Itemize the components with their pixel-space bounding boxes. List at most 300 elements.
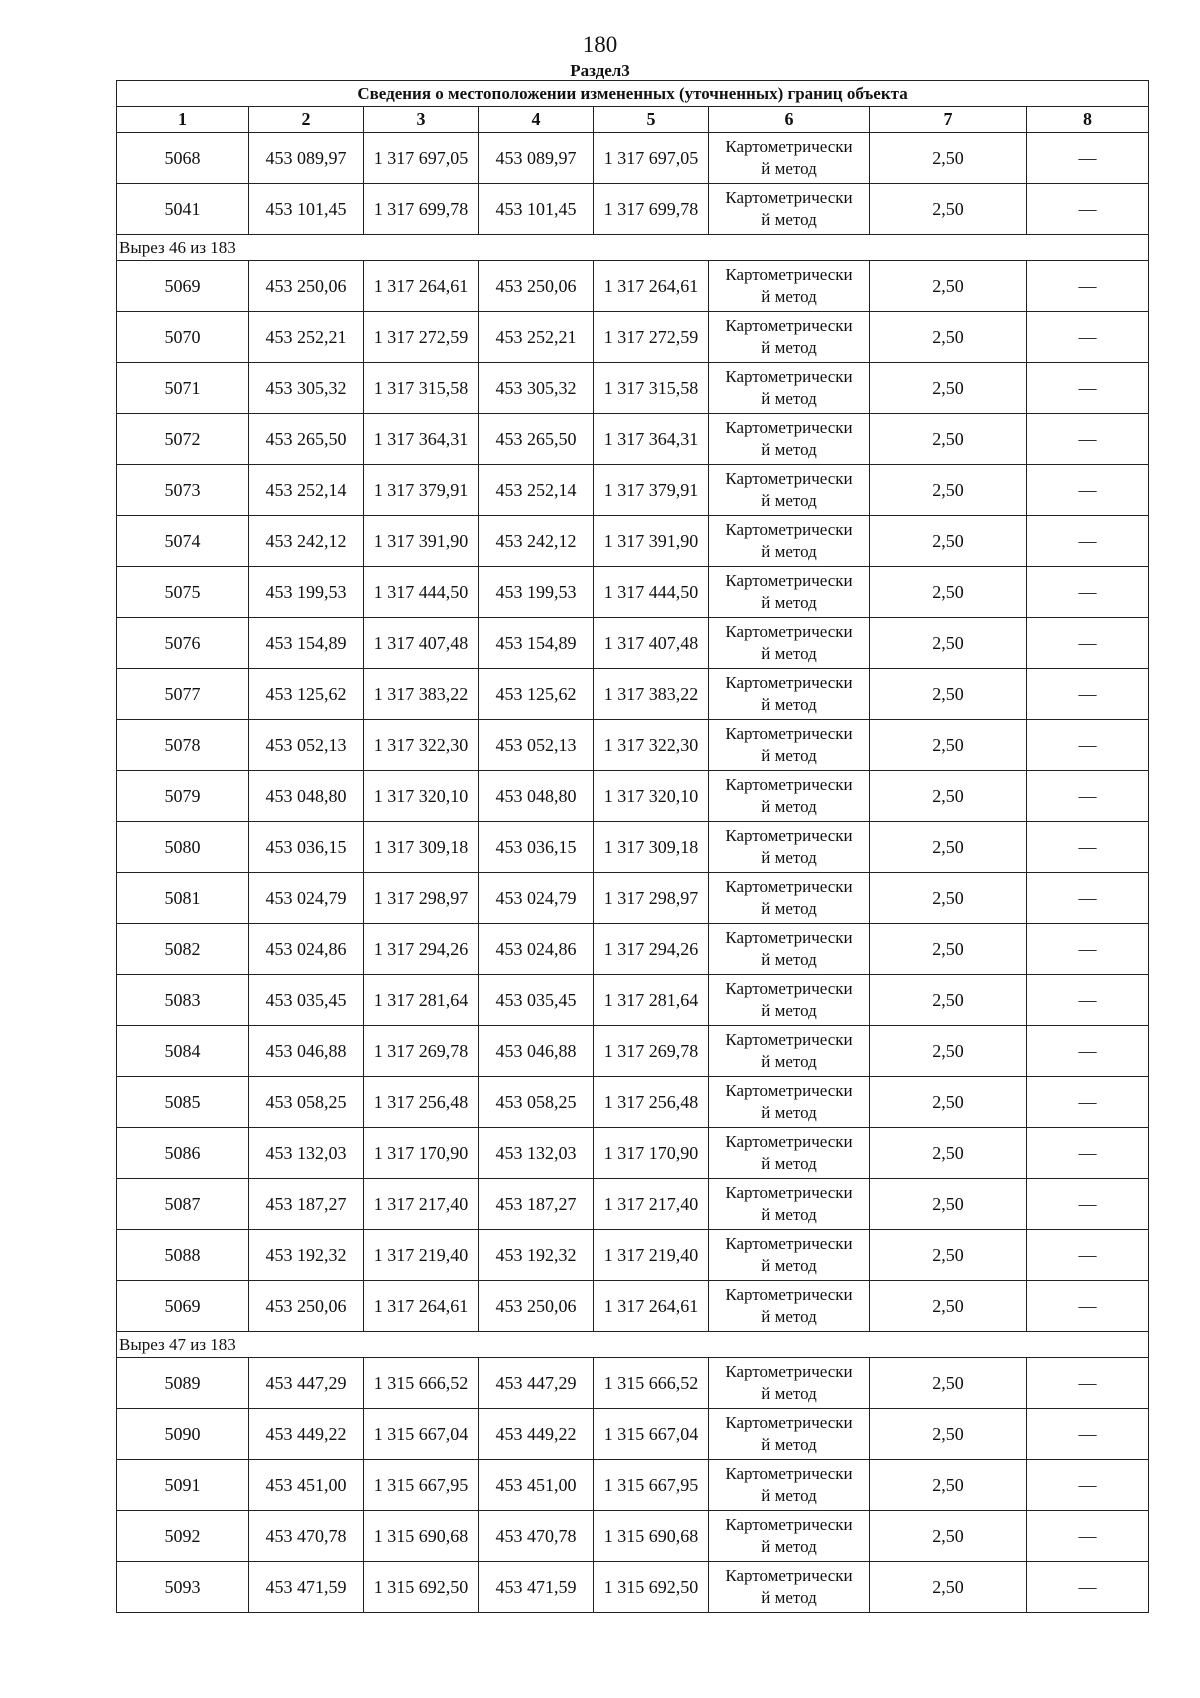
method-text-line: й метод bbox=[761, 440, 817, 459]
method-cell bbox=[709, 567, 870, 618]
x-existing-cell: 453 024,86 bbox=[249, 924, 364, 975]
point-number-cell: 5081 bbox=[117, 873, 249, 924]
x-existing-cell: 453 305,32 bbox=[249, 363, 364, 414]
method-text-line: Картометрически bbox=[725, 928, 853, 947]
table-row bbox=[117, 1230, 1149, 1281]
method-text-line: Картометрически bbox=[725, 418, 853, 437]
x-new-cell: 453 058,25 bbox=[479, 1077, 594, 1128]
point-number-cell: 5093 bbox=[117, 1562, 249, 1613]
y-new-cell: 1 317 320,10 bbox=[594, 771, 709, 822]
table-row bbox=[117, 1511, 1149, 1562]
x-new-cell: 453 125,62 bbox=[479, 669, 594, 720]
point-number-cell: 5076 bbox=[117, 618, 249, 669]
point-number-cell: 5078 bbox=[117, 720, 249, 771]
y-new-cell: 1 317 315,58 bbox=[594, 363, 709, 414]
table-row bbox=[117, 720, 1149, 771]
method-text-line: й метод bbox=[761, 338, 817, 357]
y-new-cell: 1 317 699,78 bbox=[594, 184, 709, 235]
y-new-cell: 1 315 666,52 bbox=[594, 1358, 709, 1409]
x-new-cell: 453 250,06 bbox=[479, 261, 594, 312]
note-cell: — bbox=[1027, 924, 1149, 975]
point-number-cell: 5086 bbox=[117, 1128, 249, 1179]
method-text-line: й метод bbox=[761, 1307, 817, 1326]
note-cell: — bbox=[1027, 184, 1149, 235]
method-cell bbox=[709, 720, 870, 771]
accuracy-cell: 2,50 bbox=[870, 1511, 1027, 1562]
x-new-cell: 453 154,89 bbox=[479, 618, 594, 669]
method-cell bbox=[709, 312, 870, 363]
method-text-line: й метод bbox=[761, 287, 817, 306]
accuracy-cell: 2,50 bbox=[870, 516, 1027, 567]
y-existing-cell: 1 315 692,50 bbox=[364, 1562, 479, 1613]
y-new-cell: 1 315 667,95 bbox=[594, 1460, 709, 1511]
method-text-line: й метод bbox=[761, 950, 817, 969]
method-cell bbox=[709, 1511, 870, 1562]
table-row bbox=[117, 516, 1149, 567]
x-new-cell: 453 447,29 bbox=[479, 1358, 594, 1409]
method-cell bbox=[709, 1460, 870, 1511]
column-number-row bbox=[117, 107, 1149, 133]
y-existing-cell: 1 317 391,90 bbox=[364, 516, 479, 567]
cut-header-row bbox=[117, 235, 1149, 261]
note-cell: — bbox=[1027, 1511, 1149, 1562]
x-existing-cell: 453 048,80 bbox=[249, 771, 364, 822]
y-existing-cell: 1 317 407,48 bbox=[364, 618, 479, 669]
x-existing-cell: 453 089,97 bbox=[249, 133, 364, 184]
point-number-cell: 5041 bbox=[117, 184, 249, 235]
method-text-line: й метод bbox=[761, 159, 817, 178]
x-new-cell: 453 451,00 bbox=[479, 1460, 594, 1511]
method-text-line: Картометрически bbox=[725, 1030, 853, 1049]
x-new-cell: 453 470,78 bbox=[479, 1511, 594, 1562]
x-existing-cell: 453 035,45 bbox=[249, 975, 364, 1026]
table-row bbox=[117, 133, 1149, 184]
table-row bbox=[117, 184, 1149, 235]
table-title: Сведения о местоположении измененных (уточненных) границ объекта bbox=[117, 81, 1149, 107]
method-cell bbox=[709, 822, 870, 873]
table-title-row bbox=[117, 81, 1149, 107]
method-cell bbox=[709, 414, 870, 465]
x-new-cell: 453 036,15 bbox=[479, 822, 594, 873]
table-row bbox=[117, 669, 1149, 720]
method-text-line: й метод bbox=[761, 542, 817, 561]
method-text-line: й метод bbox=[761, 1001, 817, 1020]
method-text-line: й метод bbox=[761, 1154, 817, 1173]
y-existing-cell: 1 317 217,40 bbox=[364, 1179, 479, 1230]
table-row bbox=[117, 822, 1149, 873]
point-number-cell: 5075 bbox=[117, 567, 249, 618]
method-text-line: й метод bbox=[761, 1103, 817, 1122]
accuracy-cell: 2,50 bbox=[870, 1077, 1027, 1128]
accuracy-cell: 2,50 bbox=[870, 1026, 1027, 1077]
y-new-cell: 1 315 667,04 bbox=[594, 1409, 709, 1460]
column-number: 7 bbox=[870, 107, 1027, 133]
note-cell: — bbox=[1027, 873, 1149, 924]
note-cell: — bbox=[1027, 1026, 1149, 1077]
y-existing-cell: 1 317 309,18 bbox=[364, 822, 479, 873]
column-number: 6 bbox=[709, 107, 870, 133]
accuracy-cell: 2,50 bbox=[870, 414, 1027, 465]
table-row bbox=[117, 363, 1149, 414]
y-new-cell: 1 317 444,50 bbox=[594, 567, 709, 618]
cut-label: Вырез 47 из 183 bbox=[117, 1332, 1149, 1358]
y-new-cell: 1 317 322,30 bbox=[594, 720, 709, 771]
method-cell bbox=[709, 363, 870, 414]
accuracy-cell: 2,50 bbox=[870, 1128, 1027, 1179]
x-new-cell: 453 132,03 bbox=[479, 1128, 594, 1179]
x-new-cell: 453 250,06 bbox=[479, 1281, 594, 1332]
method-text-line: Картометрически bbox=[725, 1413, 853, 1432]
y-existing-cell: 1 317 315,58 bbox=[364, 363, 479, 414]
table-row bbox=[117, 1179, 1149, 1230]
x-existing-cell: 453 199,53 bbox=[249, 567, 364, 618]
method-text-line: Картометрически bbox=[725, 775, 853, 794]
note-cell: — bbox=[1027, 720, 1149, 771]
note-cell: — bbox=[1027, 1358, 1149, 1409]
accuracy-cell: 2,50 bbox=[870, 363, 1027, 414]
x-new-cell: 453 199,53 bbox=[479, 567, 594, 618]
y-new-cell: 1 315 692,50 bbox=[594, 1562, 709, 1613]
x-existing-cell: 453 125,62 bbox=[249, 669, 364, 720]
method-text-line: Картометрически bbox=[725, 520, 853, 539]
y-existing-cell: 1 317 219,40 bbox=[364, 1230, 479, 1281]
x-existing-cell: 453 265,50 bbox=[249, 414, 364, 465]
method-cell bbox=[709, 184, 870, 235]
y-existing-cell: 1 317 379,91 bbox=[364, 465, 479, 516]
x-existing-cell: 453 252,21 bbox=[249, 312, 364, 363]
y-new-cell: 1 317 219,40 bbox=[594, 1230, 709, 1281]
note-cell: — bbox=[1027, 1562, 1149, 1613]
table-row bbox=[117, 1281, 1149, 1332]
x-new-cell: 453 252,21 bbox=[479, 312, 594, 363]
table-row bbox=[117, 414, 1149, 465]
x-new-cell: 453 305,32 bbox=[479, 363, 594, 414]
method-text-line: Картометрически bbox=[725, 979, 853, 998]
y-existing-cell: 1 317 281,64 bbox=[364, 975, 479, 1026]
method-text-line: й метод bbox=[761, 1384, 817, 1403]
x-existing-cell: 453 252,14 bbox=[249, 465, 364, 516]
accuracy-cell: 2,50 bbox=[870, 133, 1027, 184]
point-number-cell: 5089 bbox=[117, 1358, 249, 1409]
note-cell: — bbox=[1027, 312, 1149, 363]
table-row bbox=[117, 1562, 1149, 1613]
note-cell: — bbox=[1027, 669, 1149, 720]
y-existing-cell: 1 317 699,78 bbox=[364, 184, 479, 235]
y-new-cell: 1 317 217,40 bbox=[594, 1179, 709, 1230]
method-cell bbox=[709, 261, 870, 312]
note-cell: — bbox=[1027, 516, 1149, 567]
x-existing-cell: 453 101,45 bbox=[249, 184, 364, 235]
method-text-line: Картометрически bbox=[725, 1515, 853, 1534]
point-number-cell: 5082 bbox=[117, 924, 249, 975]
table-row bbox=[117, 1409, 1149, 1460]
method-text-line: й метод bbox=[761, 1052, 817, 1071]
x-new-cell: 453 252,14 bbox=[479, 465, 594, 516]
x-existing-cell: 453 470,78 bbox=[249, 1511, 364, 1562]
method-cell bbox=[709, 1358, 870, 1409]
method-cell bbox=[709, 1562, 870, 1613]
y-new-cell: 1 317 272,59 bbox=[594, 312, 709, 363]
method-cell bbox=[709, 1179, 870, 1230]
method-text-line: Картометрически bbox=[725, 1362, 853, 1381]
table-row bbox=[117, 873, 1149, 924]
y-new-cell: 1 317 264,61 bbox=[594, 261, 709, 312]
x-new-cell: 453 471,59 bbox=[479, 1562, 594, 1613]
table-row bbox=[117, 1358, 1149, 1409]
y-existing-cell: 1 317 264,61 bbox=[364, 261, 479, 312]
note-cell: — bbox=[1027, 1460, 1149, 1511]
x-existing-cell: 453 242,12 bbox=[249, 516, 364, 567]
x-existing-cell: 453 449,22 bbox=[249, 1409, 364, 1460]
method-text-line: Картометрически bbox=[725, 673, 853, 692]
y-new-cell: 1 317 309,18 bbox=[594, 822, 709, 873]
column-number: 3 bbox=[364, 107, 479, 133]
method-text-line: й метод bbox=[761, 1435, 817, 1454]
method-text-line: Картометрически bbox=[725, 571, 853, 590]
table-row bbox=[117, 465, 1149, 516]
x-existing-cell: 453 154,89 bbox=[249, 618, 364, 669]
y-new-cell: 1 317 281,64 bbox=[594, 975, 709, 1026]
point-number-cell: 5079 bbox=[117, 771, 249, 822]
note-cell: — bbox=[1027, 133, 1149, 184]
note-cell: — bbox=[1027, 567, 1149, 618]
method-text-line: Картометрически bbox=[725, 265, 853, 284]
accuracy-cell: 2,50 bbox=[870, 1179, 1027, 1230]
method-text-line: Картометрически bbox=[725, 469, 853, 488]
y-existing-cell: 1 317 364,31 bbox=[364, 414, 479, 465]
method-text-line: Картометрически bbox=[725, 1464, 853, 1483]
method-cell bbox=[709, 771, 870, 822]
x-new-cell: 453 052,13 bbox=[479, 720, 594, 771]
y-existing-cell: 1 315 690,68 bbox=[364, 1511, 479, 1562]
accuracy-cell: 2,50 bbox=[870, 312, 1027, 363]
page-number: 180 bbox=[582, 32, 618, 57]
point-number-cell: 5074 bbox=[117, 516, 249, 567]
table-body bbox=[117, 81, 1149, 1613]
method-text-line: Картометрически bbox=[725, 724, 853, 743]
method-text-line: й метод bbox=[761, 491, 817, 510]
method-text-line: Картометрически bbox=[725, 137, 853, 156]
y-new-cell: 1 317 379,91 bbox=[594, 465, 709, 516]
x-new-cell: 453 187,27 bbox=[479, 1179, 594, 1230]
method-cell bbox=[709, 516, 870, 567]
note-cell: — bbox=[1027, 414, 1149, 465]
y-existing-cell: 1 315 667,95 bbox=[364, 1460, 479, 1511]
note-cell: — bbox=[1027, 618, 1149, 669]
method-text-line: Картометрически bbox=[725, 877, 853, 896]
accuracy-cell: 2,50 bbox=[870, 822, 1027, 873]
method-text-line: й метод bbox=[761, 1486, 817, 1505]
accuracy-cell: 2,50 bbox=[870, 669, 1027, 720]
method-cell bbox=[709, 873, 870, 924]
column-number: 4 bbox=[479, 107, 594, 133]
y-new-cell: 1 317 294,26 bbox=[594, 924, 709, 975]
point-number-cell: 5087 bbox=[117, 1179, 249, 1230]
method-text-line: й метод bbox=[761, 593, 817, 612]
note-cell: — bbox=[1027, 1179, 1149, 1230]
point-number-cell: 5069 bbox=[117, 1281, 249, 1332]
accuracy-cell: 2,50 bbox=[870, 1281, 1027, 1332]
table-row bbox=[117, 261, 1149, 312]
x-new-cell: 453 048,80 bbox=[479, 771, 594, 822]
y-existing-cell: 1 317 269,78 bbox=[364, 1026, 479, 1077]
x-existing-cell: 453 024,79 bbox=[249, 873, 364, 924]
point-number-cell: 5083 bbox=[117, 975, 249, 1026]
accuracy-cell: 2,50 bbox=[870, 771, 1027, 822]
point-number-cell: 5071 bbox=[117, 363, 249, 414]
method-text-line: Картометрически bbox=[725, 316, 853, 335]
point-number-cell: 5069 bbox=[117, 261, 249, 312]
method-text-line: й метод bbox=[761, 210, 817, 229]
y-existing-cell: 1 317 298,97 bbox=[364, 873, 479, 924]
method-cell bbox=[709, 1230, 870, 1281]
note-cell: — bbox=[1027, 771, 1149, 822]
y-new-cell: 1 317 170,90 bbox=[594, 1128, 709, 1179]
accuracy-cell: 2,50 bbox=[870, 720, 1027, 771]
x-new-cell: 453 035,45 bbox=[479, 975, 594, 1026]
x-existing-cell: 453 250,06 bbox=[249, 1281, 364, 1332]
boundary-table bbox=[116, 80, 1149, 1613]
method-text-line: й метод bbox=[761, 848, 817, 867]
method-cell bbox=[709, 1281, 870, 1332]
table-row bbox=[117, 975, 1149, 1026]
point-number-cell: 5091 bbox=[117, 1460, 249, 1511]
point-number-cell: 5088 bbox=[117, 1230, 249, 1281]
y-new-cell: 1 315 690,68 bbox=[594, 1511, 709, 1562]
accuracy-cell: 2,50 bbox=[870, 1230, 1027, 1281]
method-cell bbox=[709, 924, 870, 975]
x-new-cell: 453 046,88 bbox=[479, 1026, 594, 1077]
x-new-cell: 453 101,45 bbox=[479, 184, 594, 235]
method-cell bbox=[709, 618, 870, 669]
y-new-cell: 1 317 383,22 bbox=[594, 669, 709, 720]
y-existing-cell: 1 317 264,61 bbox=[364, 1281, 479, 1332]
note-cell: — bbox=[1027, 1077, 1149, 1128]
y-new-cell: 1 317 264,61 bbox=[594, 1281, 709, 1332]
point-number-cell: 5084 bbox=[117, 1026, 249, 1077]
point-number-cell: 5072 bbox=[117, 414, 249, 465]
y-existing-cell: 1 317 294,26 bbox=[364, 924, 479, 975]
x-existing-cell: 453 447,29 bbox=[249, 1358, 364, 1409]
method-text-line: Картометрически bbox=[725, 188, 853, 207]
accuracy-cell: 2,50 bbox=[870, 1562, 1027, 1613]
x-new-cell: 453 242,12 bbox=[479, 516, 594, 567]
x-existing-cell: 453 187,27 bbox=[249, 1179, 364, 1230]
x-new-cell: 453 265,50 bbox=[479, 414, 594, 465]
y-new-cell: 1 317 697,05 bbox=[594, 133, 709, 184]
method-cell bbox=[709, 465, 870, 516]
table-row bbox=[117, 1128, 1149, 1179]
y-existing-cell: 1 317 322,30 bbox=[364, 720, 479, 771]
column-number: 2 bbox=[249, 107, 364, 133]
y-existing-cell: 1 317 444,50 bbox=[364, 567, 479, 618]
note-cell: — bbox=[1027, 1230, 1149, 1281]
cut-header-row bbox=[117, 1332, 1149, 1358]
method-text-line: Картометрически bbox=[725, 367, 853, 386]
accuracy-cell: 2,50 bbox=[870, 184, 1027, 235]
table-row bbox=[117, 771, 1149, 822]
note-cell: — bbox=[1027, 822, 1149, 873]
point-number-cell: 5092 bbox=[117, 1511, 249, 1562]
y-existing-cell: 1 317 697,05 bbox=[364, 133, 479, 184]
accuracy-cell: 2,50 bbox=[870, 1409, 1027, 1460]
x-existing-cell: 453 052,13 bbox=[249, 720, 364, 771]
accuracy-cell: 2,50 bbox=[870, 1358, 1027, 1409]
accuracy-cell: 2,50 bbox=[870, 465, 1027, 516]
accuracy-cell: 2,50 bbox=[870, 1460, 1027, 1511]
x-new-cell: 453 192,32 bbox=[479, 1230, 594, 1281]
note-cell: — bbox=[1027, 1409, 1149, 1460]
method-cell bbox=[709, 669, 870, 720]
point-number-cell: 5080 bbox=[117, 822, 249, 873]
method-text-line: й метод bbox=[761, 389, 817, 408]
y-existing-cell: 1 317 272,59 bbox=[364, 312, 479, 363]
point-number-cell: 5085 bbox=[117, 1077, 249, 1128]
method-cell bbox=[709, 1026, 870, 1077]
method-text-line: Картометрически bbox=[725, 1081, 853, 1100]
x-existing-cell: 453 471,59 bbox=[249, 1562, 364, 1613]
point-number-cell: 5070 bbox=[117, 312, 249, 363]
method-text-line: й метод bbox=[761, 1256, 817, 1275]
method-text-line: й метод bbox=[761, 746, 817, 765]
note-cell: — bbox=[1027, 261, 1149, 312]
note-cell: — bbox=[1027, 465, 1149, 516]
x-existing-cell: 453 132,03 bbox=[249, 1128, 364, 1179]
point-number-cell: 5073 bbox=[117, 465, 249, 516]
x-existing-cell: 453 192,32 bbox=[249, 1230, 364, 1281]
y-existing-cell: 1 317 256,48 bbox=[364, 1077, 479, 1128]
method-text-line: й метод bbox=[761, 1588, 817, 1607]
accuracy-cell: 2,50 bbox=[870, 618, 1027, 669]
method-text-line: й метод bbox=[761, 899, 817, 918]
accuracy-cell: 2,50 bbox=[870, 924, 1027, 975]
method-text-line: й метод bbox=[761, 644, 817, 663]
y-existing-cell: 1 317 320,10 bbox=[364, 771, 479, 822]
method-text-line: й метод bbox=[761, 1205, 817, 1224]
table-row bbox=[117, 1077, 1149, 1128]
table-row bbox=[117, 567, 1149, 618]
method-text-line: й метод bbox=[761, 1537, 817, 1556]
y-new-cell: 1 317 298,97 bbox=[594, 873, 709, 924]
point-number-cell: 5068 bbox=[117, 133, 249, 184]
y-new-cell: 1 317 407,48 bbox=[594, 618, 709, 669]
column-number: 5 bbox=[594, 107, 709, 133]
method-text-line: й метод bbox=[761, 797, 817, 816]
accuracy-cell: 2,50 bbox=[870, 975, 1027, 1026]
method-text-line: Картометрически bbox=[725, 622, 853, 641]
method-text-line: й метод bbox=[761, 695, 817, 714]
cut-label: Вырез 46 из 183 bbox=[117, 235, 1149, 261]
x-new-cell: 453 024,79 bbox=[479, 873, 594, 924]
point-number-cell: 5077 bbox=[117, 669, 249, 720]
note-cell: — bbox=[1027, 975, 1149, 1026]
x-new-cell: 453 449,22 bbox=[479, 1409, 594, 1460]
y-new-cell: 1 317 391,90 bbox=[594, 516, 709, 567]
method-cell bbox=[709, 1409, 870, 1460]
accuracy-cell: 2,50 bbox=[870, 261, 1027, 312]
section-title: Раздел3 bbox=[570, 61, 630, 80]
method-text-line: Картометрически bbox=[725, 1183, 853, 1202]
y-existing-cell: 1 317 170,90 bbox=[364, 1128, 479, 1179]
method-text-line: Картометрически bbox=[725, 1566, 853, 1585]
table-row bbox=[117, 312, 1149, 363]
x-new-cell: 453 089,97 bbox=[479, 133, 594, 184]
note-cell: — bbox=[1027, 363, 1149, 414]
x-existing-cell: 453 036,15 bbox=[249, 822, 364, 873]
x-existing-cell: 453 451,00 bbox=[249, 1460, 364, 1511]
accuracy-cell: 2,50 bbox=[870, 567, 1027, 618]
x-new-cell: 453 024,86 bbox=[479, 924, 594, 975]
